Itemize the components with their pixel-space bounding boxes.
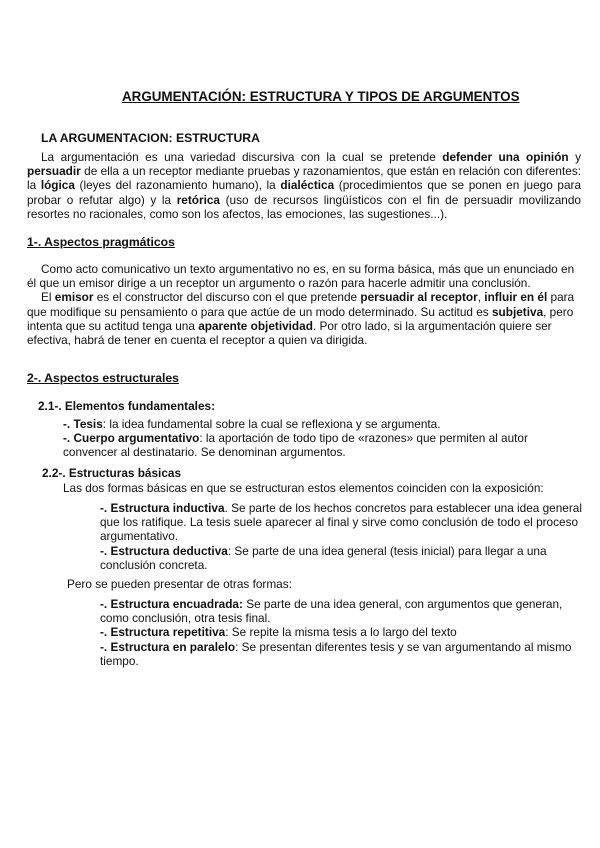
list-item: -. Estructura inductiva. Se parte de los hechos concretos para establecer una idea general que los ratifique. La tesis suele aparecer al final y sirve como conclusión de todo el proceso argumentativo. (100, 501, 582, 544)
body-text: La argumentación es una variedad discursiva con la cual se pretende (41, 150, 443, 164)
body-text: de ella a un receptor mediante pruebas y razonamientos, que están en relación con diferentes: la (27, 164, 581, 193)
emphasis-text: aparente objetividad (198, 318, 313, 333)
list-item: -. Estructura en paralelo: Se presentan diferentes tesis y se van argumentando al mismo tiempo. (100, 639, 572, 668)
list-item: -. Tesis: la idea fundamental sobre la cual se reflexiona y se argumenta. (63, 417, 441, 431)
emphasis-text: persuadir al receptor (360, 290, 478, 305)
body-text: y (568, 150, 581, 164)
elements-list (63, 417, 563, 460)
page-title: ARGUMENTACIÓN: ESTRUCTURA Y TIPOS DE ARGUMENTOS (122, 89, 520, 104)
body-text: El (41, 290, 55, 305)
emphasis-text: dialéctica (280, 178, 335, 193)
list-item: -. Estructura deductiva: Se parte de una idea general (tesis inicial) para llegar a una conclusión concreta. (100, 543, 547, 572)
other-structures-list (100, 597, 582, 668)
list-item: -. Estructura repetitiva: Se repite la misma tesis a lo largo del texto (100, 625, 457, 640)
body-text: para que modifique su pensamiento o para que actúe de un modo determinado. Su actitud es (27, 290, 575, 319)
intro-text (27, 150, 581, 221)
subsection-heading-structures: 2.2-. Estructuras básicas (42, 466, 182, 480)
section-heading-estructura: LA ARGUMENTACION: ESTRUCTURA (41, 131, 260, 145)
structures-intro: Las dos formas básicas en que se estructuran estos elementos coinciden con la exposición: (63, 481, 544, 495)
pragmatic-paragraph-1: Como acto comunicativo un texto argumentativo no es, en su forma básica, más que un enunciado en él que un emisor dirige a un receptor un argumento o razón para hacerle admitir una conclusión. (27, 262, 575, 291)
section-heading-structural: 2-. Aspectos estructurales (27, 371, 179, 385)
pragmatic-body (27, 262, 580, 347)
emphasis-text: lógica (40, 178, 75, 193)
emphasis-text: persuadir (27, 164, 81, 179)
body-text: (leyes del razonamiento humano), la (74, 178, 281, 193)
body-text: , pero intenta que su actitud tenga una (27, 304, 574, 333)
emphasis-text: influir en él (484, 290, 548, 305)
section-heading-pragmatic: 1-. Aspectos pragmáticos (27, 235, 175, 249)
list-item: -. Cuerpo argumentativo: la aportación de todo tipo de «razones» que permiten al autor convencer al destinatario. Se denominan argumentos. (63, 431, 528, 460)
emphasis-text: retórica (176, 192, 220, 207)
body-text: , (477, 290, 485, 305)
emphasis-text: subjetiva (491, 304, 544, 319)
body-text: (procedimientos que se ponen en juego para probar o refutar algo) y la (27, 178, 581, 207)
basic-structures-list (100, 501, 582, 572)
list-item: -. Estructura encuadrada: Se parte de una idea general, con argumentos que generan, como conclusión, otra tesis final. (100, 597, 563, 626)
pragmatic-paragraph-2 (27, 290, 574, 347)
subsection-heading-elements: 2.1-. Elementos fundamentales: (38, 399, 215, 413)
other-forms-intro: Pero se pueden presentar de otras formas: (67, 577, 292, 591)
body-text: es el constructor del discurso con el que pretende (93, 290, 361, 305)
intro-paragraph (27, 150, 581, 221)
emphasis-text: emisor (54, 290, 94, 305)
body-text: . Por otro lado, si la argumentación quiere ser efectiva, habrá de tener en cuenta el receptor a quien va dirigida. (27, 318, 552, 348)
emphasis-text: defender una opinión (442, 150, 569, 164)
body-text: (uso de recursos lingüísticos con el fin de persuadir movilizando resortes no racionales, como son los afectos, las emociones, las sugestiones...). (27, 192, 581, 221)
